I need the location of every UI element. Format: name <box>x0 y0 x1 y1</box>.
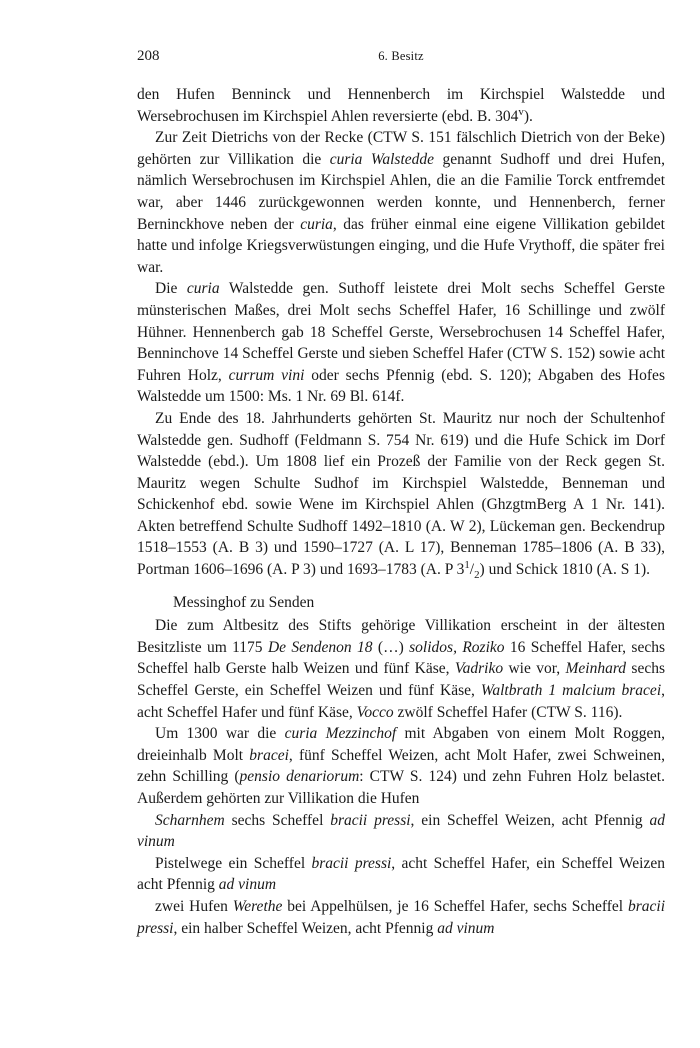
italic-text: bracii pressi <box>311 854 392 872</box>
superscript: 1 <box>464 558 470 571</box>
italic-text: Scharnhem <box>155 811 225 829</box>
text-run: mit Abgaben von einem Molt Roggen, dreieinhalb Molt <box>137 725 665 764</box>
paragraph <box>137 853 665 896</box>
italic-text: Vocco <box>356 703 394 721</box>
text-run: , fünf Scheffel Weizen, acht Molt Hafer, zwei Schweinen, zehn Schilling ( <box>137 746 665 786</box>
text-run: Zu Ende des 18. Jahrhunderts gehörten St. Mauritz nur noch der Schultenhof Walstedde gen. Sudhoff (Feldmann S. 754 Nr. 619) und die Hufe Schick im Dorf Walstedde (ebd.). Um 1808 lief ein Prozeß der Familie von der Reck gegen St. Mauritz wegen Schulte Sudhof im Kirchspiel Walstedde, Benneman und Schickenhof ebd. sowie Wene im Kirchspiel Ahlen (GhzgtmBerg A 1 Nr. 141). Akten betreffend Schulte Sudhoff 1492–1810 (A. W 2), Lückeman gen. Beckendrup 1518–1553 (A. B 3) und 1590–1727 (A. L 17), Benneman 1785–1806 (A. B 33), Portman 1606–1696 (A. P 3) und 1693–1783 (A. P 3 <box>137 409 665 579</box>
paragraph <box>137 408 665 581</box>
italic-text: ad vinum <box>137 811 665 851</box>
text-run: genannt Sudhoff und drei Hufen, nämlich Wersebrochusen im Kirchspiel Ahlen, die an die Familie Torck entfremdet war, aber 1446 zurückgewonnen werden konnte, und Hennenberch, ferner Berninckhove neben der <box>137 150 665 233</box>
italic-text: ad vinum <box>437 919 495 937</box>
text-run: (…) <box>372 638 410 656</box>
page-number: 208 <box>137 48 160 64</box>
text-run: , acht Scheffel Hafer und fünf Käse, <box>137 682 665 721</box>
superscript: v <box>518 105 524 118</box>
italic-text: Waltbrath 1 malcium bracei <box>480 682 662 700</box>
italic-text: ad vinum <box>218 876 277 894</box>
italic-text: curia Walstedde <box>329 150 435 168</box>
paragraph <box>137 723 665 809</box>
text-run: sechs Scheffel <box>224 811 331 829</box>
italic-text: solidos, Roziko <box>409 638 505 656</box>
text-run: / <box>469 561 475 579</box>
text-run: Um 1300 war die <box>155 725 285 743</box>
text-run: zwei Hufen <box>155 897 233 915</box>
italic-text: bracii pressi <box>330 811 411 829</box>
text-run: Die <box>155 280 187 298</box>
text-run: bei Appelhülsen, je 16 Scheffel Hafer, sechs Scheffel <box>282 897 628 915</box>
text-run: wie vor, <box>503 660 566 678</box>
text-run: Messinghof zu Senden <box>173 593 315 611</box>
section-heading <box>137 592 665 614</box>
italic-text: Meinhard <box>565 660 627 678</box>
text-run: , das früher einmal eine eigene Villikation gebildet hatte und infolge Kriegsverwüstungen einging, und die Hufe Vrythoff, die später frei war. <box>137 215 665 276</box>
text-run: ). <box>523 107 533 125</box>
text-run: Zur Zeit Dietrichs von der Recke (CTW S. 151 fälschlich Dietrich von der Beke) gehörten zur Villikation die <box>137 129 665 168</box>
page-header <box>137 48 665 70</box>
paragraph <box>137 810 665 853</box>
italic-text: pensio denariorum <box>239 768 360 786</box>
italic-text: Vadriko <box>454 660 504 678</box>
italic-text: currum vini <box>228 366 305 384</box>
text-run: Walstedde gen. Suthoff leistete drei Molt sechs Scheffel Gerste münsterischen Maßes, drei Molt sechs Scheffel Hafer, 16 Schillinge und zwölf Hühner. Hennenberch gab 18 Scheffel Gerste, Wersebrochusen 14 Scheffel Hafer, Benninchove 14 Scheffel Gerste und sieben Scheffel Hafer (CTW S. 152) sowie acht Fuhren Holz, <box>137 280 665 384</box>
italic-text: Werethe <box>232 897 283 915</box>
paragraph <box>137 84 665 127</box>
text-run: Pistelwege ein Scheffel <box>155 854 312 872</box>
text-run: sechs Scheffel Gerste, ein Scheffel Weizen und fünf Käse, <box>137 660 666 700</box>
text-run: 16 Scheffel Hafer, sechs Scheffel halb Gerste halb Weizen und fünf Käse, <box>137 638 665 678</box>
text-run: , ein halber Scheffel Weizen, acht Pfennig <box>173 919 438 937</box>
text-run: , ein Scheffel Weizen, acht Pfennig <box>410 811 650 829</box>
text-run: Die zum Altbesitz des Stifts gehörige Villikation erscheint in der ältesten Besitzliste um 1175 <box>137 617 665 656</box>
paragraph <box>137 278 665 408</box>
running-title: 6. Besitz <box>378 49 424 63</box>
italic-text: bracei <box>249 746 289 764</box>
text-run: oder sechs Pfennig (ebd. S. 120); Abgaben des Hofes Walstedde um 1500: Ms. 1 Nr. 69 Bl. 614f. <box>137 366 665 406</box>
italic-text: bracii pressi <box>137 897 666 937</box>
text-run: ) und Schick 1810 (A. S 1). <box>479 561 651 579</box>
subscript: 2 <box>474 569 480 582</box>
text-run: : CTW S. 124) und zehn Fuhren Holz belastet. Außerdem gehörten zur Villikation die Hufen <box>137 768 665 807</box>
italic-text: curia <box>300 215 333 233</box>
paragraph <box>137 615 665 723</box>
paragraph <box>137 127 665 278</box>
italic-text: curia Mezzinchof <box>284 725 397 743</box>
italic-text: De Sendenon 18 <box>267 638 373 656</box>
text-run: zwölf Scheffel Hafer (CTW S. 116). <box>393 703 623 721</box>
paragraph <box>137 896 665 939</box>
italic-text: curia <box>186 280 220 298</box>
body-text <box>137 84 665 939</box>
text-run: den Hufen Benninck und Hennenberch im Kirchspiel Walstedde und Wersebrochusen im Kirchspiel Ahlen reversierte (ebd. B. 304 <box>137 86 665 125</box>
text-run: , acht Scheffel Hafer, ein Scheffel Weizen acht Pfennig <box>137 854 666 894</box>
